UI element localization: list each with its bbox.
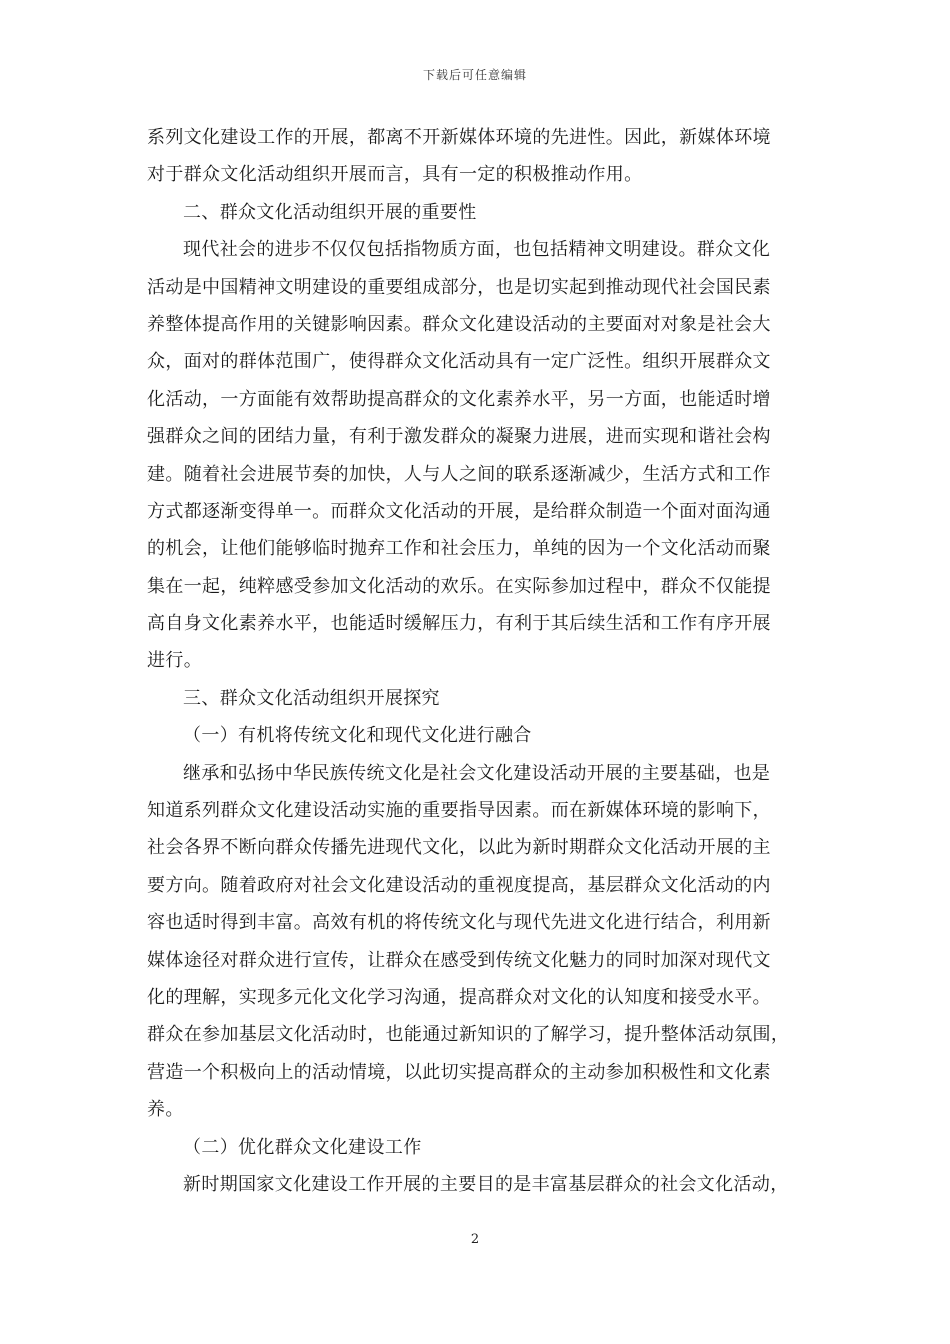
text-line: 进行。 bbox=[147, 650, 203, 672]
text-line: 群众在参加基层文化活动时，也能通过新知识的了解学习，提升整体活动氛围， bbox=[147, 1024, 790, 1046]
text-line: 集在一起，纯粹感受参加文化活动的欢乐。在实际参加过程中，群众不仅能提 bbox=[147, 575, 771, 597]
text-line: 营造一个积极向上的活动情境，以此切实提高群众的主动参加积极性和文化素 bbox=[147, 1061, 771, 1083]
text-line: 活动是中国精神文明建设的重要组成部分，也是切实起到推动现代社会国民素 bbox=[147, 276, 771, 298]
text-line: 三、群众文化活动组织开展探究 bbox=[183, 687, 440, 709]
text-line: 二、群众文化活动组织开展的重要性 bbox=[183, 201, 477, 223]
text-line: 新时期国家文化建设工作开展的主要目的是丰富基层群众的社会文化活动， bbox=[183, 1173, 789, 1195]
text-line: 社会各界不断向群众传播先进现代文化，以此为新时期群众文化活动开展的主 bbox=[147, 837, 771, 859]
text-line: （一）有机将传统文化和现代文化进行融合 bbox=[183, 725, 532, 747]
text-line: 知道系列群众文化建设活动实施的重要指导因素。而在新媒体环境的影响下， bbox=[147, 800, 771, 822]
page-header: 下载后可任意编辑 bbox=[422, 68, 527, 82]
text-line: 要方向。随着政府对社会文化建设活动的重视度提高，基层群众文化活动的内 bbox=[147, 874, 771, 896]
text-line: 继承和弘扬中华民族传统文化是社会文化建设活动开展的主要基础，也是 bbox=[183, 762, 771, 784]
text-line: （二）优化群众文化建设工作 bbox=[183, 1136, 422, 1158]
page-number: 2 bbox=[470, 1232, 480, 1247]
text-line: 系列文化建设工作的开展，都离不开新媒体环境的先进性。因此，新媒体环境 bbox=[147, 127, 771, 148]
text-line: 养整体提高作用的关键影响因素。群众文化建设活动的主要面对对象是社会大 bbox=[147, 313, 771, 335]
text-line: 方式都逐渐变得单一。而群众文化活动的开展，是给群众制造一个面对面沟通 bbox=[147, 500, 771, 522]
text-line: 众，面对的群体范围广，使得群众文化活动具有一定广泛性。组织开展群众文 bbox=[147, 351, 771, 373]
text-line: 强群众之间的团结力量，有利于激发群众的凝聚力进展，进而实现和谐社会构 bbox=[147, 426, 771, 448]
text-line: 对于群众文化活动组织开展而言，具有一定的积极推动作用。 bbox=[147, 164, 643, 186]
text-line: 化的理解，实现多元化文化学习沟通，提高群众对文化的认知度和接受水平。 bbox=[147, 986, 771, 1008]
text-line: 容也适时得到丰富。高效有机的将传统文化与现代先进文化进行结合，利用新 bbox=[147, 912, 771, 934]
text-line: 媒体途径对群众进行宣传，让群众在感受到传统文化魅力的同时加深对现代文 bbox=[147, 949, 771, 971]
text-line: 养。 bbox=[147, 1099, 184, 1121]
text-line: 高自身文化素养水平，也能适时缓解压力，有利于其后续生活和工作有序开展 bbox=[147, 613, 771, 635]
text-line: 现代社会的进步不仅仅包括指物质方面，也包括精神文明建设。群众文化 bbox=[183, 239, 771, 261]
document-body bbox=[147, 119, 807, 1203]
text-line: 化活动，一方面能有效帮助提高群众的文化素养水平，另一方面，也能适时增 bbox=[147, 388, 771, 410]
text-line: 的机会，让他们能够临时抛弃工作和社会压力，单纯的因为一个文化活动而聚 bbox=[147, 538, 771, 560]
text-line: 建。随着社会进展节奏的加快，人与人之间的联系逐渐减少，生活方式和工作 bbox=[147, 463, 771, 485]
